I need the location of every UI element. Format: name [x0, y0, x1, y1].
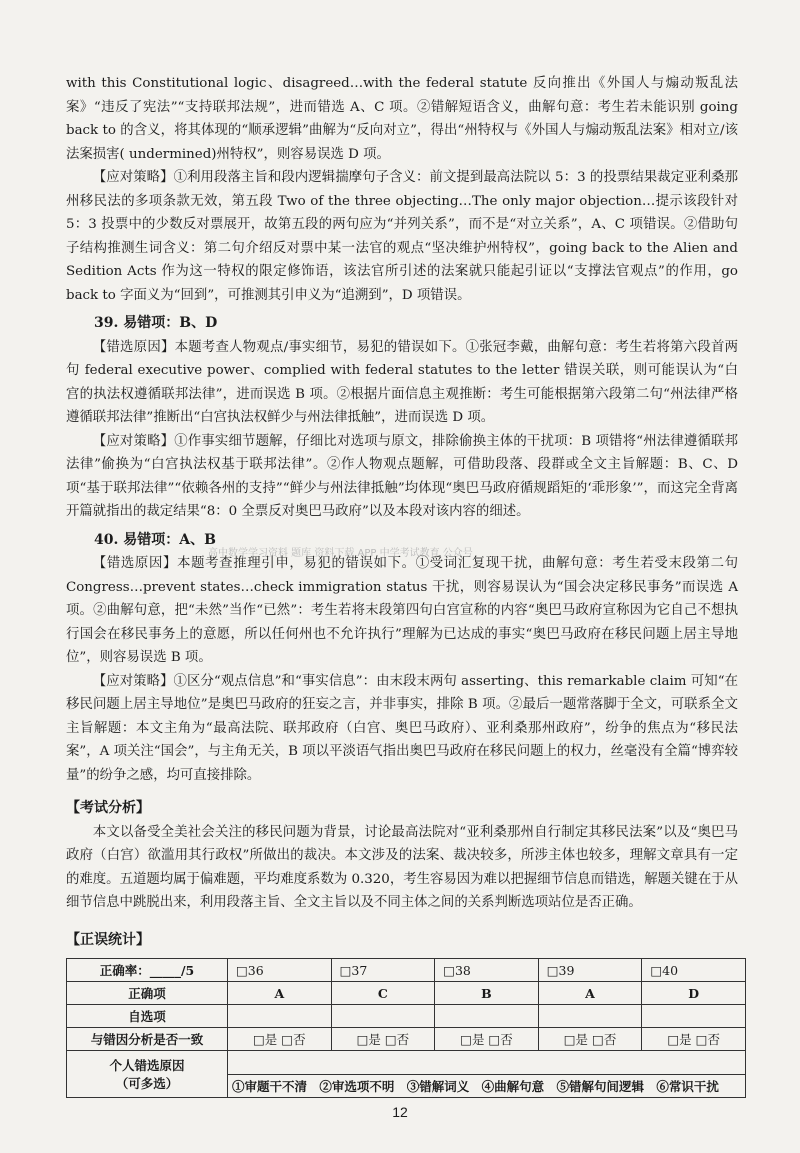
self-choice-cell[interactable] [642, 1005, 746, 1028]
question-checkbox[interactable]: □36 [228, 959, 332, 982]
answer-cell: A [228, 982, 332, 1005]
reason-option[interactable]: ⑤错解句间逻辑 [556, 1078, 645, 1094]
answer-cell: C [331, 982, 435, 1005]
question-checkbox[interactable]: □40 [642, 959, 746, 982]
yes-no-checkbox[interactable]: □是 □否 [228, 1028, 332, 1051]
stats-table-title: 【正误统计】 [66, 931, 150, 948]
exam-analysis-title: 【考试分析】 [66, 800, 150, 816]
question-checkbox[interactable]: □38 [435, 959, 539, 982]
reasons-options [228, 1074, 746, 1098]
table-row [67, 1051, 746, 1075]
paragraph-5: 【错选原因】本题考查推理引申，易犯的错误如下。①受词汇复现干扰，曲解句意：考生若受末段第二句 Congress…prevent states…check immigration status 干扰，则容易误认为“国会决定移民事务”而误选 A 项。②曲解句意，把“未然”当作“已然”：考生若将末段第四句白宫宣称的内容“奥巴马政府宣称因为它自己不想执行国会在移民事务上的意愿，所以任何州也不允许执行”理解为已达成的事实“奥巴马政府在移民问题上居主导地位”，则容易误选 B 项。 [66, 556, 738, 665]
stats-table [66, 958, 746, 1098]
reason-option[interactable]: ①审题干不清 [232, 1078, 308, 1094]
question-checkbox[interactable]: □37 [331, 959, 435, 982]
table-row [67, 1005, 746, 1028]
table-row [67, 959, 746, 982]
self-choice-label: 自选项 [67, 1005, 228, 1028]
reason-option[interactable]: ②审选项不明 [319, 1078, 395, 1094]
table-row [67, 1028, 746, 1051]
yes-no-checkbox[interactable]: □是 □否 [331, 1028, 435, 1051]
reason-option[interactable]: ③错解词义 [406, 1078, 470, 1094]
yes-no-checkbox[interactable]: □是 □否 [538, 1028, 642, 1051]
correct-rate-label: 正确率：_____/5 [67, 959, 228, 982]
reason-option[interactable]: ⑥常识干扰 [656, 1078, 719, 1094]
self-choice-cell[interactable] [331, 1005, 435, 1028]
paragraph-2: 【应对策略】①利用段落主旨和段内逻辑揣摩句子含义：前文提到最高法院以 5：3 的投票结果裁定亚利桑那州移民法的多项条款无效，第五段 Two of the three objecting…The only major objection…提示该段针对 5：3 投票中的少数反对票展开，故第五段的两句应为“并列关系”，而不是“对立关系”，A、C 项错误。②借助句子结构推测生词含义：第二句介绍反对票中某一法官的观点“坚决维护州特权”，going back to the Alien and Sedition Acts 作为这一特权的限定修饰语，该法官所引述的法案就只能起引证以“支撑法官观点”的作用，go back to 字面义为“回到”，可推测其引申义为“追溯到”，D 项错误。 [66, 170, 738, 303]
exam-analysis-text: 本文以备受全美社会关注的移民问题为背景，讨论最高法院对“亚利桑那州自行制定其移民法案”以及“奥巴马政府（白宫）欲滥用其行政权”所做出的裁决。本文涉及的法案、裁决较多，所涉主体也较多，理解文章具有一定的难度。五道题均属于偏难题，平均难度系数为 0.320，考生容易因为难以把握细节信息而错选，解题关键在于从细节信息中跳脱出来，利用段落主旨、全文主旨以及不同主体之间的关系判断选项站位是否正确。 [66, 824, 738, 910]
paragraph-6: 【应对策略】①区分“观点信息”和“事实信息”：由末段末两句 asserting、this remarkable claim 可知“在移民问题上居主导地位”是奥巴马政府的狂妄之言，并非事实，排除 B 项。②最后一题常落脚于全文，可联系全文主旨解题：本文主角为“最高法院、联邦政府（白宫、奥巴马政府）、亚利桑那州政府”，纷争的焦点为“移民法案”，A 项关注“国会”，与主角无关，B 项以平淡语气指出奥巴马政府在移民问题上的权力，丝毫没有全篇“博弈较量”的纷争之感，均可直接排除。 [66, 673, 738, 783]
table-row [67, 982, 746, 1005]
self-choice-cell[interactable] [228, 1005, 332, 1028]
paragraph-1: with this Constitutional logic、disagreed…with the federal statute 反向推出《外国人与煽动叛乱法案》“违反了宪法”“支持联邦法规”，进而错选 A、C 项。②错解短语含义，曲解句意：考生若未能识别 going back to 的含义，将其体现的“顺承逻辑”曲解为“反向对立”，得出“州特权与《外国人与煽动叛乱法案》相对立/该法案损害( undermined)州特权”，则容易误选 D 项。 [66, 76, 738, 162]
paragraph-4: 【应对策略】①作事实细节题解，仔细比对选项与原文，排除偷换主体的干扰项：B 项错将“州法律遵循联邦法律”偷换为“白宫执法权基于联邦法律”。②作人物观点题解，可借助段落、段群或全文主旨解题：B、C、D 项“基于联邦法律”“依赖各州的支持”“鲜少与州法律抵触”均体现“奥巴马政府循规蹈矩的‘乖形象’”，而这完全背离开篇就指出的裁定结果“8：0 全票反对奥巴马政府”以及本段对该内容的细述。 [66, 433, 738, 519]
yes-no-checkbox[interactable]: □是 □否 [642, 1028, 746, 1051]
reasons-blank-cell[interactable] [228, 1051, 746, 1075]
paragraph-3: 【错选原因】本题考查人物观点/事实细节，易犯的错误如下。①张冠李戴，曲解句意：考生若将第六段首两句 federal executive power、complied with federal statutes to the letter 错误关联，则可能误认为“白宫的执法权遵循联邦法律”，进而误选 B 项。②根据片面信息主观推断：考生可能根据第六段第二句“州法律严格遵循联邦法律”推断出“白宫执法权鲜少与州法律抵触”，进而误选 D 项。 [66, 339, 738, 425]
self-choice-cell[interactable] [538, 1005, 642, 1028]
answer-label: 正确项 [67, 982, 228, 1005]
question-39-heading: 39. 易错项：B、D [94, 315, 218, 331]
question-checkbox[interactable]: □39 [538, 959, 642, 982]
answer-cell: A [538, 982, 642, 1005]
yes-no-checkbox[interactable]: □是 □否 [435, 1028, 539, 1051]
answer-cell: D [642, 982, 746, 1005]
reason-option[interactable]: ④曲解句意 [481, 1078, 545, 1094]
self-choice-cell[interactable] [435, 1005, 539, 1028]
question-40-heading: 40. 易错项：A、B [94, 531, 216, 548]
page-number: 12 [392, 1104, 408, 1120]
reasons-label [67, 1051, 228, 1098]
reasons-label-line-2: （可多选） [115, 1076, 179, 1091]
consistency-label: 与错因分析是否一致 [67, 1028, 228, 1051]
reasons-label-line-1: 个人错选原因 [109, 1058, 185, 1073]
watermark: 高中数学学习资料 题库 资料下载 APP 中学考试教育 公众号 [208, 548, 473, 559]
answer-cell: B [435, 982, 539, 1005]
